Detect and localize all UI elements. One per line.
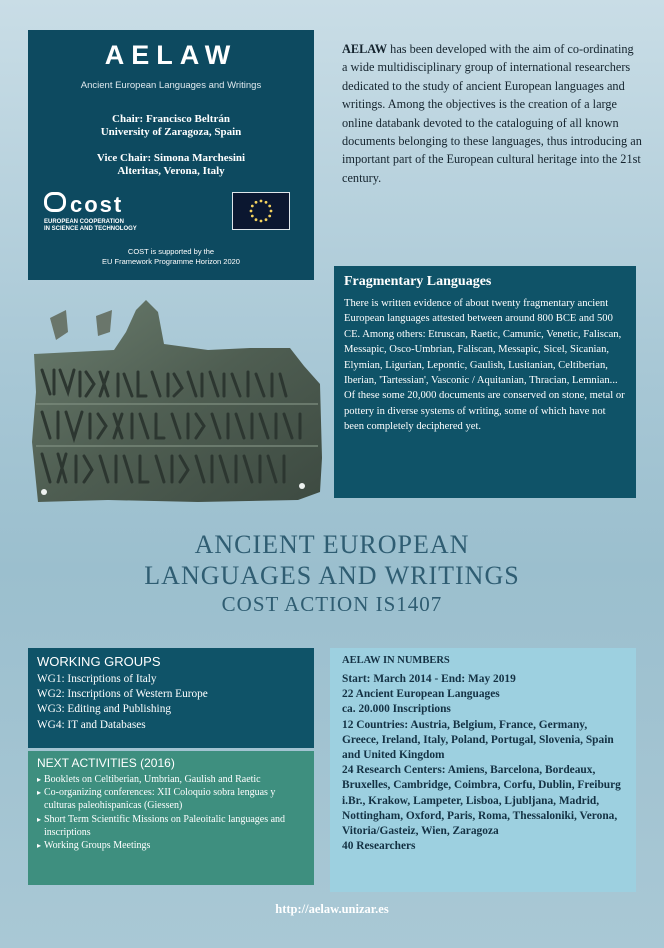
working-groups-box (28, 648, 314, 748)
fragmentary-languages-box (334, 266, 636, 498)
vice-chair-name: Vice Chair: Simona Marchesini (96, 152, 246, 164)
numbers-line: 24 Research Centers: Amiens, Barcelona, Bordeaux, Bruxelles, Cambridge, Coimbra, Corfu, Dublin, Freiburg i.Br., Krakow, Lampeter, Lisboa, Ljubljana, Madrid, Nottingham, Oxford, Paris, Roma, Thessaloniki, Verona, Vitoria/Gasteiz, Wien, Zaragoza (342, 764, 621, 838)
working-group-item: WG2: Inscriptions of Western Europe (37, 688, 208, 701)
vice-chair-affiliation: Alteritas, Verona, Italy (117, 165, 225, 177)
aelaw-numbers-box (330, 648, 636, 892)
chair-affiliation: University of Zaragoza, Spain (100, 126, 242, 138)
next-activities-heading: NEXT ACTIVITIES (2016) (37, 756, 175, 770)
activity-item (37, 813, 305, 839)
bullet-icon: ▸ (37, 788, 42, 798)
numbers-heading: AELAW IN NUMBERS (342, 655, 450, 666)
bronze-tablet-image (28, 292, 324, 512)
working-group-item: WG4: IT and Databases (37, 718, 146, 731)
aelaw-subtitle: Ancient European Languages and Writings (80, 80, 262, 91)
numbers-line: 22 Ancient European Languages (342, 688, 500, 701)
cost-word: cost (70, 192, 124, 217)
numbers-line: 12 Countries: Austria, Belgium, France, Germany, Greece, Ireland, Italy, Poland, Portugal, Slovenia, Spain and United Kingdom (342, 718, 614, 762)
vice-chair-info (28, 152, 314, 178)
title-line-1: ANCIENT EUROPEAN (194, 530, 470, 559)
bullet-icon: ▸ (37, 775, 42, 784)
logo-panel (28, 30, 314, 280)
cost-mark-icon (44, 192, 66, 212)
intro-paragraph (342, 40, 642, 187)
bullet-icon: ▸ (37, 841, 42, 851)
support-line-2: EU Framework Programme Horizon 2020 (102, 257, 240, 266)
fragmentary-body: There is written evidence of about twenty fragmentary ancient European languages attested between around 800 BCE and 500 CE. Among others: Etruscan, Raetic, Camunic, Venetic, Faliscan, Messapic, Osco-Umbrian, Faliscan, Messapic, Sicel, Sicanian, Elymian, Ligurian, Lepontic, Gaulish, Lusitanian, Celtiberian, Iberian, 'Tartessian', Vasconic / Aquitanian, Thracian, Lemnian... Of these some 20,000 documents are conserved on stone, metal or pottery in diverse systems of writing, some of which have not been completely deciphered yet. (344, 298, 625, 433)
cost-logo (44, 192, 137, 233)
working-groups-heading: WORKING GROUPS (37, 654, 161, 669)
numbers-line: ca. 20.000 Inscriptions (342, 703, 451, 716)
activity-item (37, 773, 305, 786)
title-line-2: LANGUAGES AND WRITINGS (144, 561, 520, 590)
activity-item (37, 786, 305, 812)
intro-text: has been developed with the aim of co-ordinating a wide multidisciplinary group of international researchers dedicated to the study of ancient European languages and writings. Among the objectives is the creation of a large online databank devoted to the cataloguing of all known documents belonging to these languages, thus introducing an important part of the European cultural heritage into the 21st century. (342, 42, 642, 185)
support-line-1: COST is supported by the (127, 247, 215, 256)
activity-text: Working Groups Meetings (44, 840, 151, 852)
activity-text: Short Term Scientific Missions on Paleoitalic languages and inscriptions (44, 813, 286, 838)
next-activities-box (28, 751, 314, 885)
aelaw-logo: AELAW (104, 40, 238, 70)
chair-name: Chair: Francisco Beltrán (112, 113, 230, 125)
activity-item (37, 839, 305, 852)
fragmentary-heading: Fragmentary Languages (344, 274, 492, 289)
cost-tagline-1: EUROPEAN COOPERATION (44, 219, 124, 225)
numbers-line: Start: March 2014 - End: May 2019 (342, 673, 516, 685)
working-group-item: WG3: Editing and Publishing (37, 703, 171, 716)
main-title (0, 529, 664, 617)
bullet-icon: ▸ (37, 814, 42, 824)
cost-tagline-2: IN SCIENCE AND TECHNOLOGY (44, 226, 137, 232)
chair-info (28, 113, 314, 139)
activity-text: Co-organizing conferences: XII Coloquio sobra lenguas y culturas paleohispanicas (Giessen) (44, 787, 276, 812)
eu-flag-icon (232, 192, 290, 230)
working-group-item: WG1: Inscriptions of Italy (37, 673, 157, 685)
website-link[interactable]: http://aelaw.unizar.es (275, 902, 389, 916)
numbers-line: 40 Researchers (342, 840, 416, 853)
intro-lead: AELAW (342, 42, 388, 56)
activity-text: Booklets on Celtiberian, Umbrian, Gaulish and Raetic (44, 774, 261, 785)
cost-support-note (28, 247, 314, 267)
title-line-3: COST ACTION IS1407 (221, 592, 443, 616)
